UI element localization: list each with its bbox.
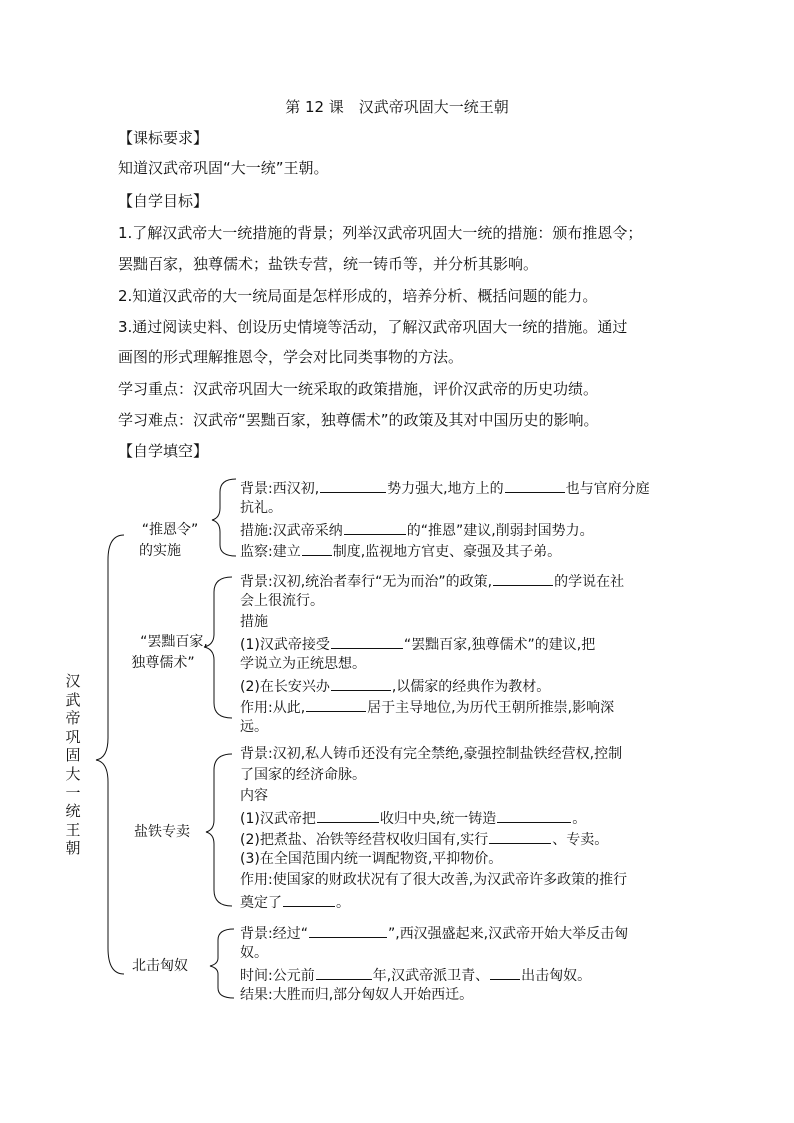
key-point: 学习重点：汉武帝巩固大一统采取的政策措施，评价汉武帝的历史功绩。 [118,380,599,398]
answer-blank[interactable] [306,696,366,712]
answer-blank[interactable] [316,964,372,980]
xiongnu-time: 时间:公元前 年,汉武帝派卫青、 出击匈奴。 [240,964,591,986]
zixue-heading: 【自学目标】 [118,192,209,210]
tuien-brace [212,479,236,556]
page-title: 第 12 课 汉武帝巩固大一统王朝 [285,98,509,116]
goal-3a: 3.通过阅读史料、创设历史情境等活动，了解汉武帝巩固大一统的措施。通过 [118,318,628,336]
tuien-supervision: 监察:建立 制度,监视地方官吏、豪强及其子弟。 [240,540,561,562]
answer-blank[interactable] [309,922,387,938]
answer-blank[interactable] [505,477,565,493]
answer-blank[interactable] [317,807,379,823]
answer-blank[interactable] [331,633,403,649]
xiongnu-background: 背景:经过“ ”,西汉强盛起来,汉武帝开始大举反击匈 [240,922,628,944]
answer-blank[interactable] [490,964,520,980]
yantie-background-cont: 了国家的经济命脉。 [240,767,366,783]
answer-blank[interactable] [302,540,332,556]
root-brace [96,535,124,974]
answer-blank[interactable] [331,675,391,691]
goal-3b: 画图的形式理解推恩令，学会对比同类事物的方法。 [118,348,464,366]
xiongnu-result: 结果:大胜而归,部分匈奴人开始西迁。 [240,987,474,1003]
diagram-root-label: 汉武帝巩固大一统王朝 [65,672,81,858]
yantie-label: 盐铁专卖 [134,824,190,840]
yantie-effect: 作用:使国家的财政状况有了很大改善,为汉武帝许多政策的推行 [240,872,628,888]
rushu-measures-heading: 措施 [240,614,268,630]
yantie-background: 背景:汉初,私人铸币还没有完全禁绝,豪强控制盐铁经营权,控制 [240,746,623,762]
rushu-measure-1: (1)汉武帝接受 “罢黜百家,独尊儒术”的建议,把 [240,633,595,655]
xiongnu-label: 北击匈奴 [132,958,188,974]
xiongnu-brace [210,929,234,998]
fill-heading: 【自学填空】 [118,442,209,460]
rushu-label-2: 独尊儒术” [131,655,195,671]
tuien-label-1: “推恩令” [141,522,199,538]
tuien-measure: 措施:汉武帝采纳 的“推恩”建议,削弱封国势力。 [240,519,594,541]
difficulty: 学习难点：汉武帝“罢黜百家，独尊儒术”的政策及其对中国历史的影响。 [118,411,599,429]
rushu-label-1: “罢黜百家, [140,634,208,650]
tuien-background: 背景:西汉初, 势力强大,地方上的 也与官府分庭 [240,477,650,499]
yantie-effect-cont: 奠定了 。 [240,891,350,913]
kebiao-heading: 【课标要求】 [118,129,209,147]
answer-blank[interactable] [320,477,386,493]
rushu-effect-cont: 远。 [240,719,268,735]
yantie-content-1: (1)汉武帝把 收归中央,统一铸造 。 [240,807,586,829]
rushu-effect: 作用:从此, 居于主导地位,为历代王朝所推崇,影响深 [240,696,614,718]
yantie-content-3: (3)在全国范围内统一调配物资,平抑物价。 [240,851,503,867]
goal-1a: 1.了解汉武帝大一统措施的背景；列举汉武帝巩固大一统的措施：颁布推恩令； [118,224,643,242]
answer-blank[interactable] [497,807,571,823]
rushu-background: 背景:汉初,统治者奉行“无为而治”的政策, 的学说在社 [240,570,624,592]
kebiao-text: 知道汉武帝巩固“大一统”王朝。 [118,159,329,177]
answer-blank[interactable] [493,570,553,586]
rushu-background-cont: 会上很流行。 [240,593,324,609]
answer-blank[interactable] [344,519,406,535]
answer-blank[interactable] [283,891,335,907]
goal-2: 2.知道汉武帝的大一统局面是怎样形成的，培养分析、概括问题的能力。 [118,287,598,305]
xiongnu-background-cont: 奴。 [240,945,268,961]
answer-blank[interactable] [489,828,551,844]
goal-1b: 罢黜百家，独尊儒术；盐铁专营，统一铸币等，并分析其影响。 [118,255,539,273]
rushu-measure-1-cont: 学说立为正统思想。 [240,656,366,672]
rushu-measure-2: (2)在长安兴办 ,以儒家的经典作为教材。 [240,675,550,697]
yantie-content-heading: 内容 [240,788,268,804]
tuien-background-cont: 抗礼。 [240,500,282,516]
yantie-content-2: (2)把煮盐、冶铁等经营权收归国有,实行 、专卖。 [240,828,608,850]
yantie-brace [206,754,232,906]
tuien-label-2: 的实施 [139,543,181,559]
